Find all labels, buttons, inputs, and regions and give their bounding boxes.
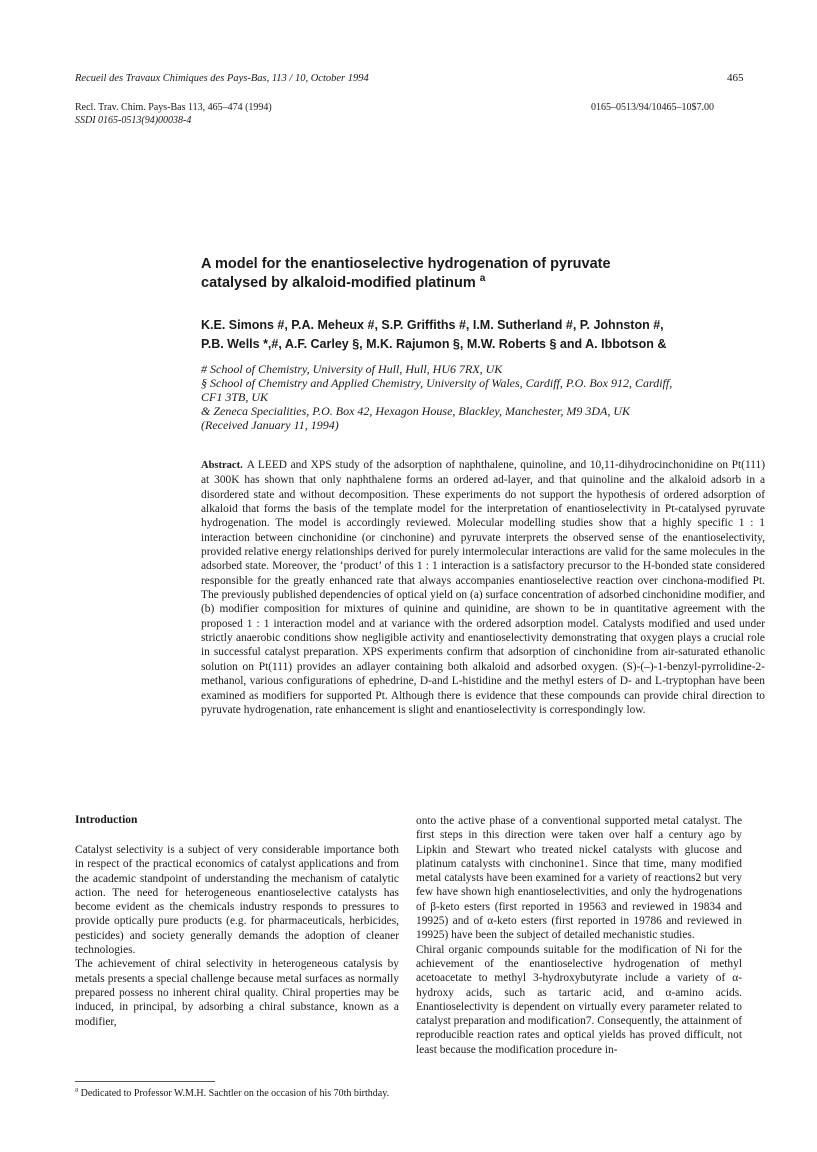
right-column xyxy=(416,814,742,1057)
article-title xyxy=(201,255,761,293)
affiliation-cardiff: § School of Chemistry and Applied Chemistry, University of Wales, Cardiff, P.O. Box 912, Cardiff, xyxy=(201,376,673,390)
intro-paragraph-3: onto the active phase of a conventional supported metal catalyst. The first steps in this direction were taken over half a century ago by Lipkin and Stewart who treated nickel catalysts with glucose and platinum catalysts with cinchonine1. Since that time, many modified metal catalysts have been examined for a variety of reactions2 but very few have shown high enantioselectivities, and only the hydrogenations of β-keto esters (first reported in 19563 and reviewed in 19834 and 19925) and of α-keto esters (first reported in 19786 and reviewed in 19925) have been the subject of detailed mechanistic studies. xyxy=(416,815,742,942)
footnote xyxy=(75,1087,399,1100)
abstract xyxy=(201,458,765,717)
abstract-label: Abstract. xyxy=(201,460,243,471)
title-line-2: catalysed by alkaloid-modified platinum $^a$ xyxy=(201,273,486,291)
title-line-1: A model for the enantioselective hydrogenation of pyruvate xyxy=(201,256,611,272)
footnote-rule xyxy=(75,1081,215,1082)
footnote-text: Dedicated to Professor W.M.H. Sachtler on the occasion of his 70th birthday. xyxy=(80,1088,390,1099)
author-list xyxy=(201,316,771,354)
intro-paragraph-4: Chiral organic compounds suitable for the modification of Ni for the achievement of the enantioselective hydrogenation of methyl acetoacetate to methyl 3-hydroxybutyrate include a variety of α-hydroxy acids, such as tartaric acid, and α-amino acids. Enantioselectivity is dependent on virtually every parameter related to catalyst preparation and modification7. Consequently, the attainment of reproducible reaction rates and optical yields has proved difficult, not least because the modification procedure in- xyxy=(416,943,743,1056)
footnote-mark: a xyxy=(75,1085,79,1094)
title-footnote-mark: a xyxy=(479,273,486,285)
issn-line: 0165–0513/94/10465–10$7.00 xyxy=(591,102,715,113)
abstract-text: A LEED and XPS study of the adsorption of naphthalene, quinoline, and 10,11-dihydrocinchonidine on Pt(111) at 300K has shown that only naphthalene forms an ordered ad-layer, and that quinoline and the alkaloid adsorb in a disordered state and without decomposition. These experiments do not support the hypothesis of ordered adsorption of alkaloid that forms the basis of the template model for the interpretation of enantioselectivity in Pt-catalysed pyruvate hydrogenation. The model is accordingly reviewed. Molecular modelling studies show that a highly specific 1 : 1 interaction between cinchonidine (or cinchonine) and pyruvate interprets the observed sense of the enantioselectivity, provided relative energy relationships derived for purely intermolecular interactions are valid for the same molecules in the adsorbed state. Moreover, the ‘product’ of this 1 : 1 interaction is a satisfactory precursor to the H-bonded state considered responsible for the greatly enhanced rate that always accompanies enantioselective reaction over cinchona-modified Pt. The previously published dependencies of optical yield on (a) surface concentration of adsorbed cinchonidine modifier, and (b) modifier composition for mixtures of quinine and quinidine, are shown to be in quantitative agreement with the proposed 1 : 1 interaction model and at variance with the ordered adsorption model. Catalysts modified and used under strictly anaerobic conditions show negligible activity and enantioselectivity demonstrating that oxygen plays a crucial role in successful catalyst preparation. XPS experiments confirm that adsorption of cinchonidine from air-saturated ethanolic solution on Pt(111) provides an adlayer containing both alkaloid and adsorbed oxygen. (S)-(–)-1-benzyl-pyrrolidine-2-methanol, various configurations of ephedrine, D-and L-histidine and the methyl esters of D- and L-tryptophan have been examined as modifiers for supported Pt. Although there is evidence that these compounds can provide chiral direction to pyruvate hydrogenation, rate enhancement is slight and enantioselectivity is correspondingly low. xyxy=(201,459,765,716)
intro-paragraph-2: The achievement of chiral selectivity in heterogeneous catalysis by metals presents a special challenge because metal surfaces as normally prepared possess no inherent chiral quality. Chiral properties may be induced, in principal, by adsorbing a chiral substance, known as a modifier, xyxy=(75,958,399,1028)
intro-paragraph-1: Catalyst selectivity is a subject of very considerable importance both in respect of the practical economics of catalyst applications and from the academic standpoint of understanding the mechanism of catalytic action. The need for heterogeneous enantioselective catalysts has become evident as the chemicals industry responds to pressures to provide optically pure products (e.g. for pharmaceuticals, herbicides, pesticides) and society generally demands the adoption of cleaner technologies. xyxy=(75,844,399,957)
page-number: 465 xyxy=(727,72,744,84)
left-column xyxy=(75,843,399,1029)
ssdi-line: SSDI 0165-0513(94)00038-4 xyxy=(75,115,192,126)
affiliations xyxy=(201,362,771,432)
affiliation-cardiff-cont: CF1 3TB, UK xyxy=(201,390,269,404)
authors-line-1: K.E. Simons #, P.A. Meheux #, S.P. Griffiths #, I.M. Sutherland #, P. Johnston #, xyxy=(201,318,664,332)
affiliation-hull: # School of Chemistry, University of Hull, Hull, HU6 7RX, UK xyxy=(201,362,503,376)
running-header-journal: Recueil des Travaux Chimiques des Pays-Bas, 113 / 10, October 1994 xyxy=(75,73,369,84)
section-heading-introduction: Introduction xyxy=(75,814,138,826)
affiliation-zeneca: & Zeneca Specialities, P.O. Box 42, Hexagon House, Blackley, Manchester, M9 3DA, UK xyxy=(201,404,631,418)
citation-line: Recl. Trav. Chim. Pays-Bas 113, 465–474 (1994) xyxy=(75,102,272,113)
received-date: (Received January 11, 1994) xyxy=(201,418,339,432)
authors-line-2: P.B. Wells *,#, A.F. Carley §, M.K. Rajumon §, M.W. Roberts § and A. Ibbotson & xyxy=(201,337,667,351)
